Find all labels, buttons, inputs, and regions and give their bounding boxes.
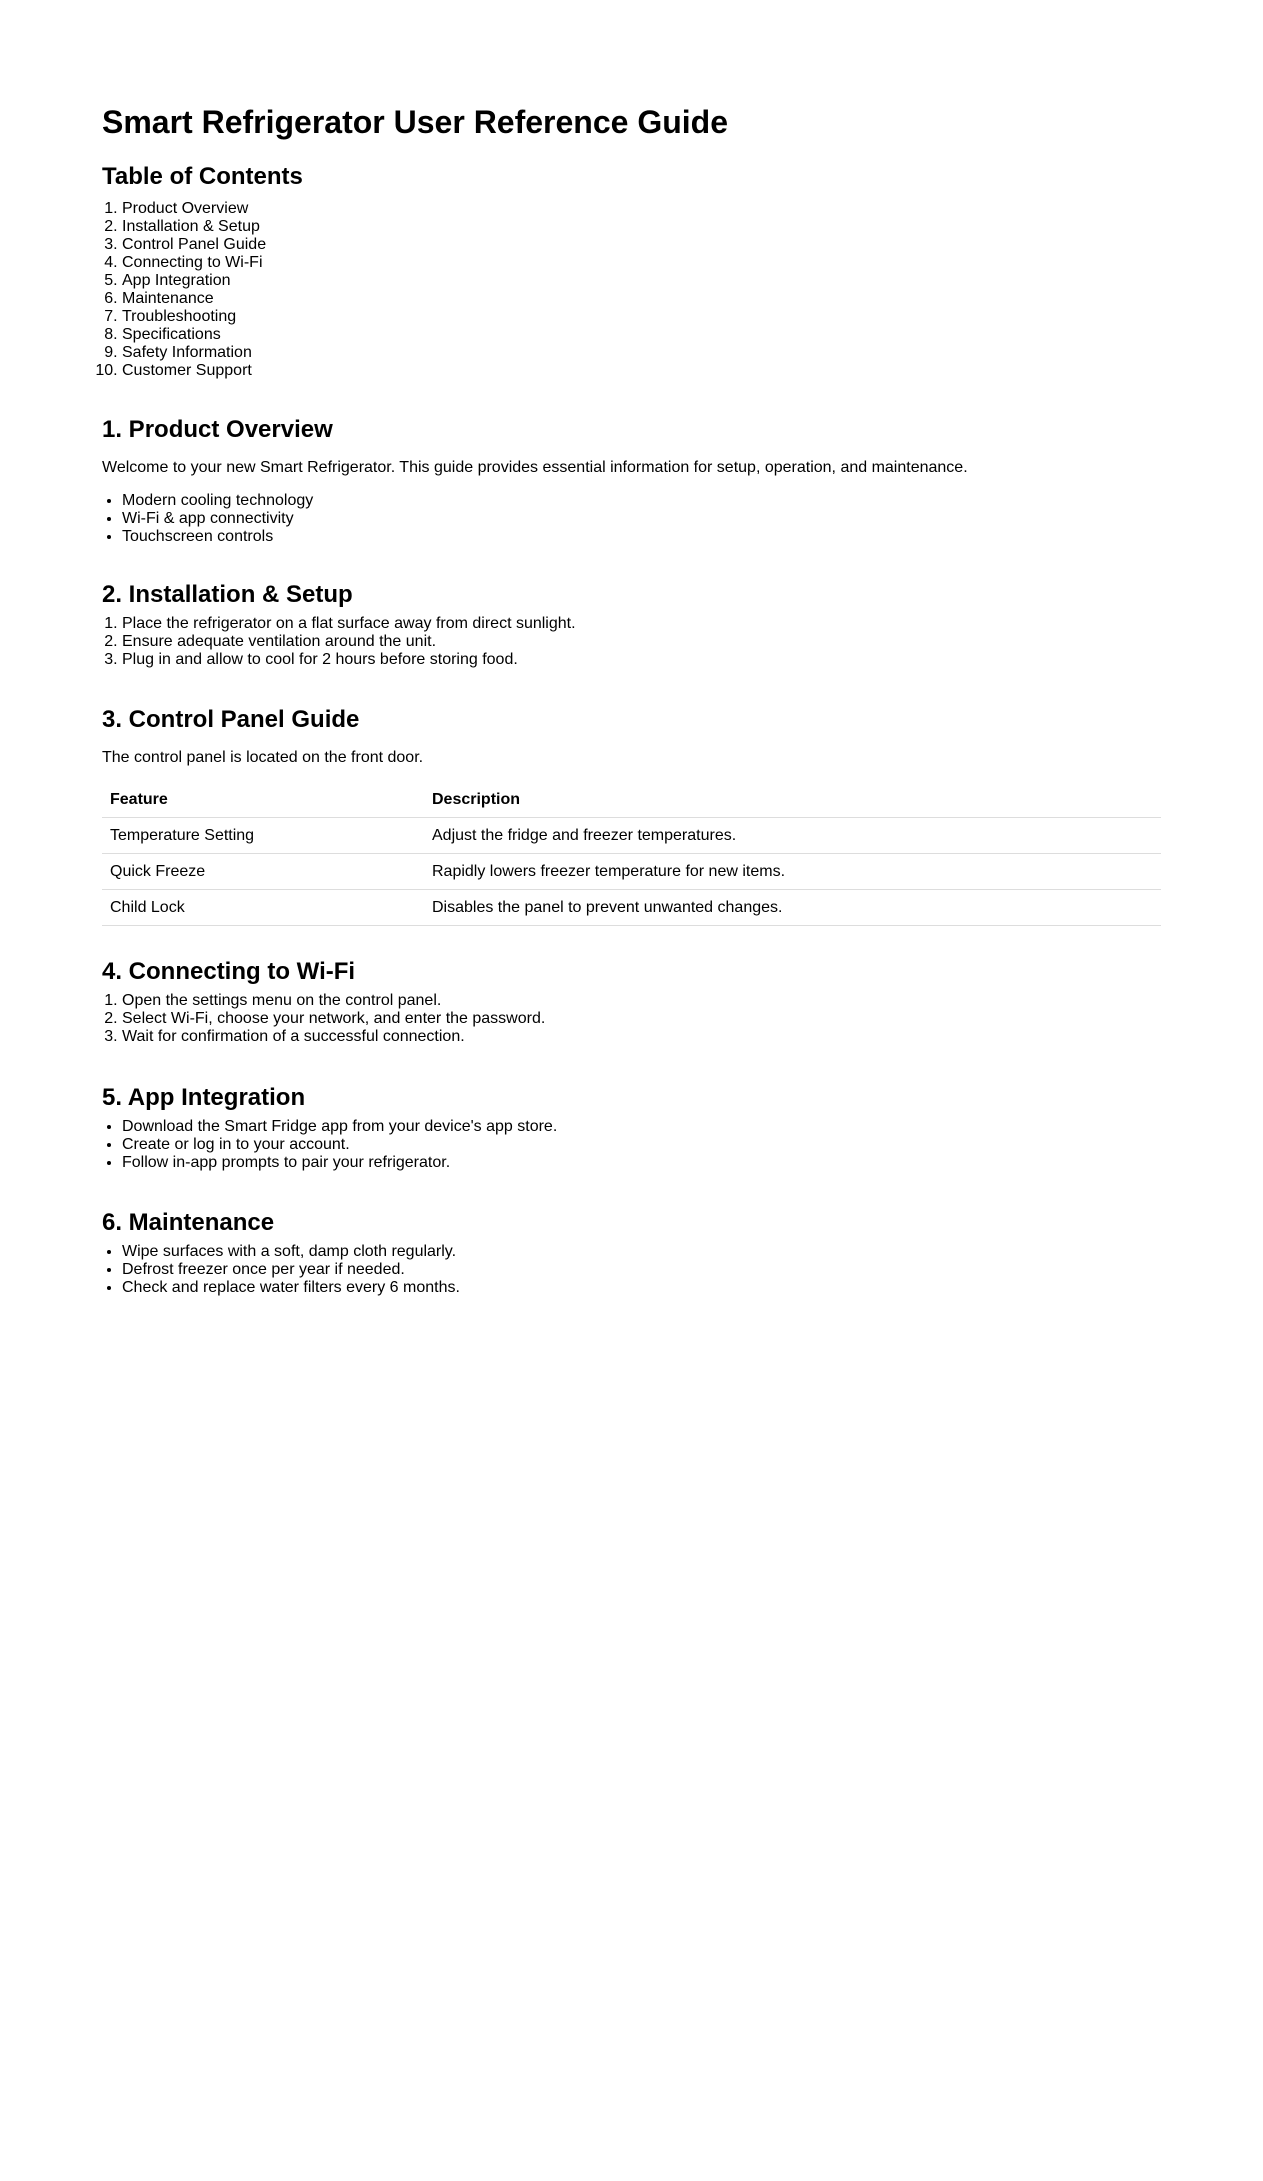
section-heading: 5. App Integration: [102, 1084, 306, 1111]
list-item: • Touchscreen controls: [122, 528, 1161, 546]
wifi-steps-list: [102, 992, 1161, 1046]
section-app-integration: [102, 1083, 1161, 1172]
section-control-panel: [102, 705, 1161, 926]
column-header-feature: Feature: [102, 782, 424, 818]
maintenance-list: [102, 1243, 1161, 1297]
list-item: 1. Place the refrigerator on a flat surface away from direct sunlight.: [122, 615, 1161, 633]
description-cell: Rapidly lowers freezer temperature for new items.: [424, 854, 1161, 890]
toc-item[interactable]: 6. Maintenance: [122, 290, 1161, 308]
section-maintenance: [102, 1208, 1161, 1297]
toc-item[interactable]: 9. Safety Information: [122, 344, 1161, 362]
feature-cell: Quick Freeze: [102, 854, 424, 890]
toc-item[interactable]: 4. Connecting to Wi-Fi: [122, 254, 1161, 272]
installation-steps-list: [102, 615, 1161, 669]
toc-item[interactable]: 7. Troubleshooting: [122, 308, 1161, 326]
toc-item[interactable]: 10. Customer Support: [122, 362, 1161, 380]
list-item: 3. Plug in and allow to cool for 2 hours before storing food.: [122, 651, 1161, 669]
list-item: • Create or log in to your account.: [122, 1136, 1161, 1154]
section-product-overview: [102, 415, 1161, 546]
toc-item[interactable]: 5. App Integration: [122, 272, 1161, 290]
feature-cell: Temperature Setting: [102, 818, 424, 854]
feature-cell: Child Lock: [102, 890, 424, 926]
table-row: [102, 854, 1161, 890]
description-cell: Disables the panel to prevent unwanted changes.: [424, 890, 1161, 926]
list-item: • Wipe surfaces with a soft, damp cloth regularly.: [122, 1243, 1161, 1261]
toc-item[interactable]: 2. Installation & Setup: [122, 218, 1161, 236]
list-item: 1. Open the settings menu on the control panel.: [122, 992, 1161, 1010]
column-header-description: Description: [424, 782, 1161, 818]
list-item: 2. Ensure adequate ventilation around the unit.: [122, 633, 1161, 651]
control-panel-table: [102, 782, 1161, 926]
section-heading: 3. Control Panel Guide: [102, 706, 360, 733]
toc-list: [102, 200, 1161, 380]
list-item: 2. Select Wi-Fi, choose your network, and enter the password.: [122, 1010, 1161, 1028]
section-wifi: [102, 957, 1161, 1046]
section-heading: 4. Connecting to Wi-Fi: [102, 958, 356, 985]
table-row: [102, 818, 1161, 854]
table-header-row: [102, 782, 1161, 818]
list-item: • Defrost freezer once per year if needed.: [122, 1261, 1161, 1279]
section-heading: 1. Product Overview: [102, 416, 333, 443]
toc-item[interactable]: 8. Specifications: [122, 326, 1161, 344]
table-row: [102, 890, 1161, 926]
overview-intro: Welcome to your new Smart Refrigerator. This guide provides essential information for setup, operation, and maintenance.: [102, 459, 968, 476]
control-panel-intro: The control panel is located on the front door.: [102, 749, 424, 766]
overview-features-list: [102, 492, 1161, 546]
list-item: • Download the Smart Fridge app from your device's app store.: [122, 1118, 1161, 1136]
section-installation: [102, 580, 1161, 669]
toc-heading: Table of Contents: [102, 163, 303, 190]
list-item: • Check and replace water filters every 6 months.: [122, 1279, 1161, 1297]
list-item: • Follow in-app prompts to pair your refrigerator.: [122, 1154, 1161, 1172]
list-item: • Modern cooling technology: [122, 492, 1161, 510]
list-item: • Wi-Fi & app connectivity: [122, 510, 1161, 528]
description-cell: Adjust the fridge and freezer temperatures.: [424, 818, 1161, 854]
section-heading: 6. Maintenance: [102, 1209, 275, 1236]
section-heading: 2. Installation & Setup: [102, 581, 353, 608]
toc-section: [102, 162, 1161, 380]
app-steps-list: [102, 1118, 1161, 1172]
page-title: Smart Refrigerator User Reference Guide: [102, 104, 728, 140]
list-item: 3. Wait for confirmation of a successful connection.: [122, 1028, 1161, 1046]
toc-item[interactable]: 3. Control Panel Guide: [122, 236, 1161, 254]
toc-item[interactable]: 1. Product Overview: [122, 200, 1161, 218]
